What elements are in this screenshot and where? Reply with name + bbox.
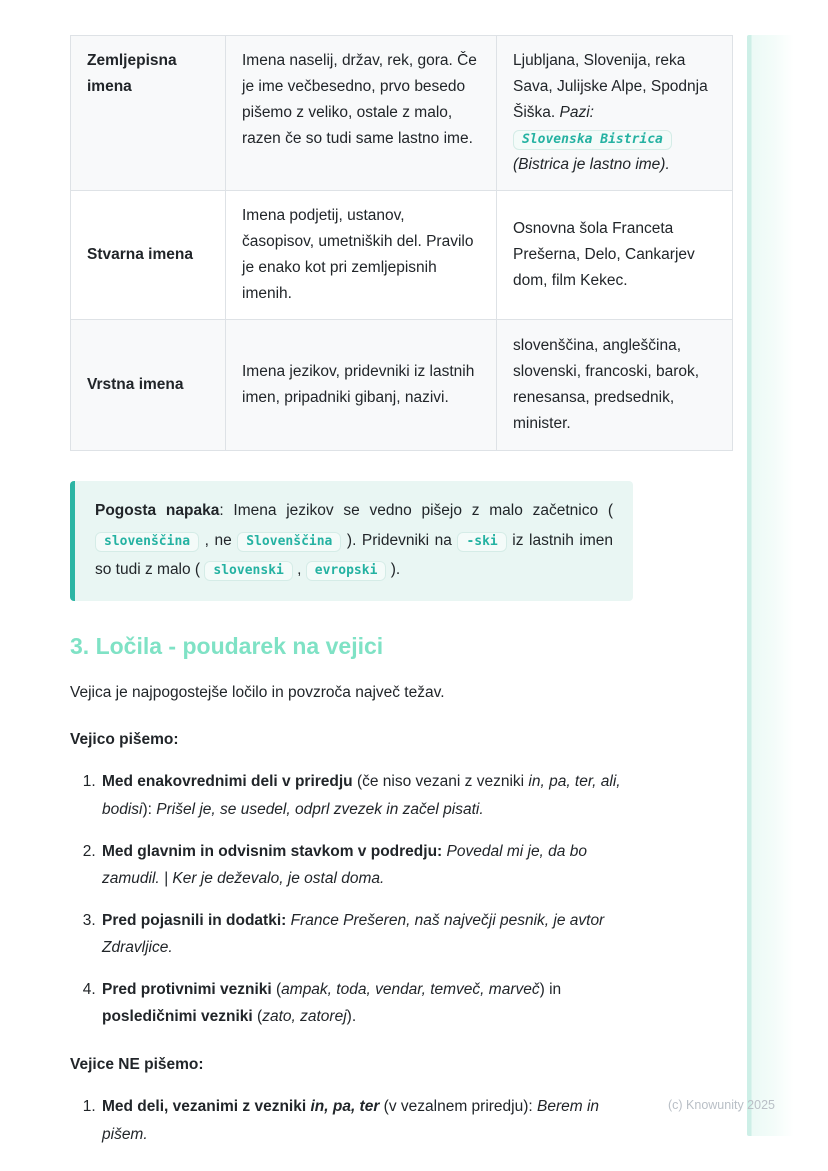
term-cell: Stvarna imena [71, 191, 226, 320]
text-run: Povedal mi je, da bo zamudil. | Ker je deževalo, je ostal doma. [102, 842, 587, 887]
example-cell [497, 320, 733, 451]
text-run: (v vezalnem priredju): [379, 1098, 538, 1116]
list-item [100, 768, 633, 822]
text-run: ): [142, 800, 157, 818]
text-run: ampak, toda, vendar, temveč, marveč [281, 981, 540, 999]
page-edge-decoration [747, 35, 794, 1136]
text-run: (Bistrica je lastno ime). [513, 156, 670, 174]
term-cell: Vrstna imena [71, 320, 226, 451]
common-mistake-callout [70, 481, 633, 600]
text-run: Pazi: [559, 104, 594, 122]
text-run: in, pa, ter [310, 1098, 380, 1116]
callout-text [95, 496, 613, 584]
text-run: France Prešeren, naš največji pesnik, je avtor Zdravljice. [102, 911, 605, 957]
text-run: Pred protivnimi vezniki [102, 981, 272, 999]
list-item [100, 907, 633, 961]
text-run: Prišel je, se usedel, odprl zvezek in začel pisati. [156, 800, 484, 818]
text-run: , ne [199, 531, 238, 549]
comma-no-write-list [70, 1093, 633, 1147]
document-content [70, 35, 708, 1163]
text-run: ). Pridevniki na [341, 531, 458, 549]
comma-write-list [70, 768, 633, 1030]
write-list-title: Vejico pišemo: [70, 731, 179, 749]
text-run: Med deli, vezanimi z vezniki [102, 1098, 311, 1116]
text-run: iz lastnih imen so tudi z malo ( [95, 531, 613, 579]
list-item [100, 838, 633, 892]
text-run: zato, zatorej [262, 1008, 347, 1026]
code-chip: -ski [457, 532, 506, 552]
text-run: Ljubljana, Slovenija, reka Sava, Julijske Alpe, Spodnja Šiška. [513, 52, 708, 122]
text-run: in, pa, ter, ali, bodisi [102, 773, 621, 818]
code-chip: Slovenska Bistrica [513, 130, 672, 150]
text-run: Pogosta napaka [95, 502, 220, 520]
text-run: ). [346, 1008, 357, 1026]
text-run: , [292, 561, 306, 579]
text-run: posledičnimi vezniki [102, 1008, 253, 1026]
section-heading: 3. Ločila - poudarek na vejici [70, 632, 384, 659]
text-run: Med enakovrednimi deli v priredju [102, 773, 353, 791]
rule-cell: Imena podjetij, ustanov, časopisov, umetniških del. Pravilo je enako kot pri zemljepisnih imenih. [226, 191, 497, 320]
rule-cell: Imena jezikov, pridevniki iz lastnih imen, pripadniki gibanj, nazivi. [226, 320, 497, 451]
text-run: ( [252, 1008, 263, 1026]
text-run: Med glavnim in odvisnim stavkom v podredju: [102, 842, 443, 860]
table-row [71, 320, 733, 451]
proper-names-table [70, 35, 733, 451]
text-run: ( [271, 981, 282, 999]
code-chip: Slovenščina [237, 532, 341, 552]
example-cell [497, 36, 733, 191]
code-chip: evropski [306, 561, 387, 581]
intro-paragraph: Vejica je najpogostejše ločilo in povzroča največ težav. [70, 683, 445, 701]
footer-copyright: (c) Knowunity 2025 [667, 1098, 775, 1112]
text-run: ) in [539, 981, 562, 999]
no-write-list-title: Vejice NE pišemo: [70, 1056, 204, 1074]
text-run: Osnovna šola Franceta Prešerna, Delo, Cankarjev dom, film Kekec. [513, 220, 695, 290]
proper-names-table-body [71, 36, 733, 451]
text-run: slovenščina, angleščina, slovenski, francoski, barok, renesansa, predsednik, minister. [513, 337, 700, 433]
list-item [100, 1093, 633, 1147]
text-run: Berem in pišem. [102, 1098, 600, 1143]
term-cell: Zemljepisna imena [71, 36, 226, 191]
text-run: Pred pojasnili in dodatki: [102, 911, 287, 929]
text-run: : Imena jezikov se vedno pišejo z malo začetnico ( [219, 502, 613, 520]
code-chip: slovenski [204, 561, 292, 581]
code-chip: slovenščina [95, 532, 199, 552]
rule-cell: Imena naselij, držav, rek, gora. Če je ime večbesedno, prvo besedo pišemo z veliko, ostale z malo, razen če so tudi same lastno ime. [226, 36, 497, 191]
text-run: (če niso vezani z vezniki [352, 773, 529, 791]
table-row [71, 36, 733, 191]
text-run: ). [386, 561, 401, 579]
example-cell [497, 191, 733, 320]
table-row [71, 191, 733, 320]
list-item [100, 976, 633, 1030]
